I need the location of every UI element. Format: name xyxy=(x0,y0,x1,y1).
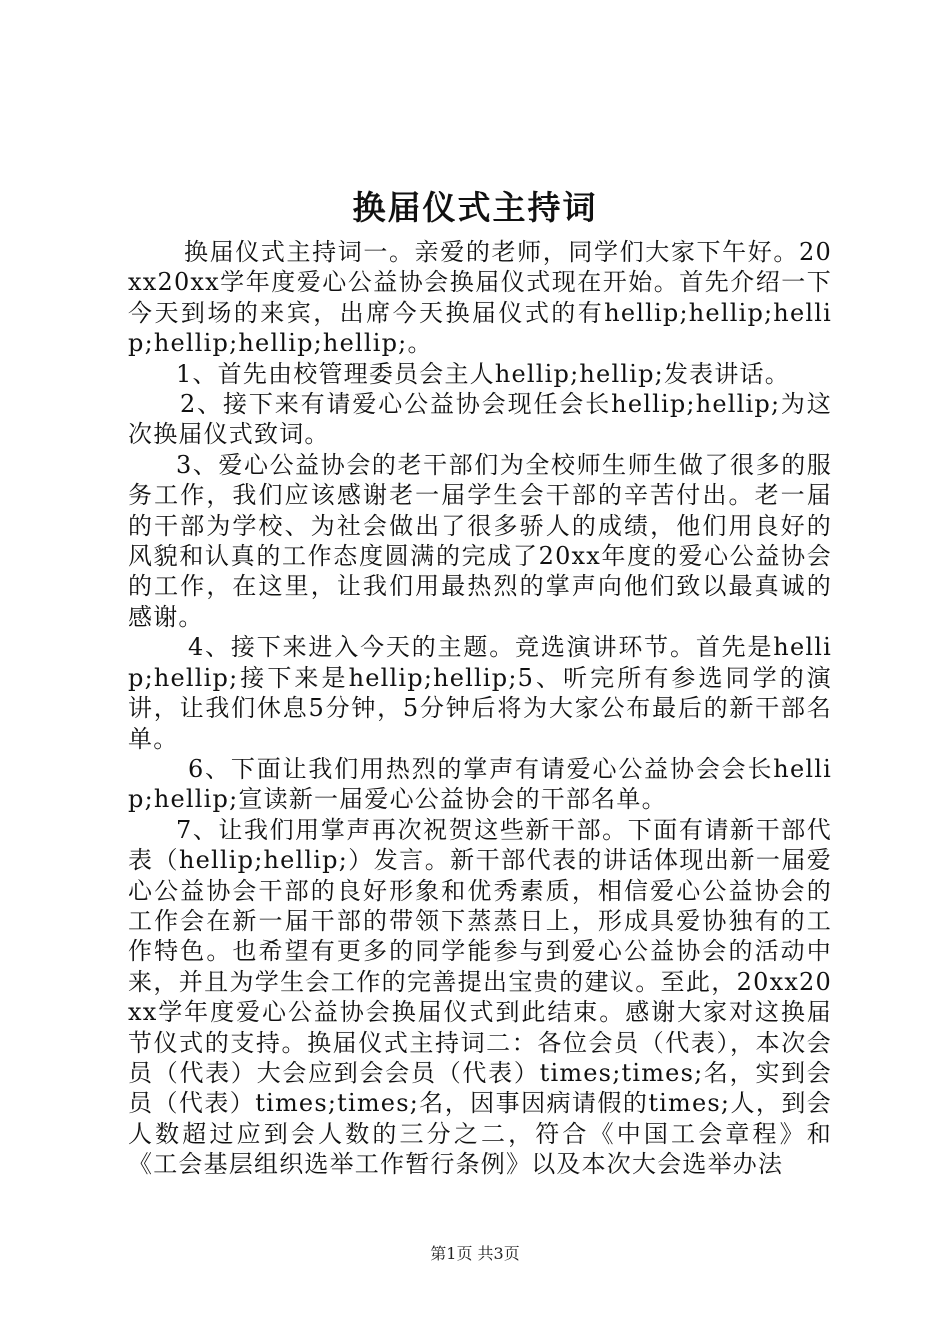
paragraph-5: 4、接下来进入今天的主题。竞选演讲环节。首先是hellip;hellip;接下来是hellip;hellip;5、听完所有参选同学的演讲，让我们休息5分钟，5分钟后将为大家公布最后的新干部名单。 xyxy=(128,633,832,753)
paragraph-6: 6、下面让我们用热烈的掌声有请爱心公益协会会长hellip;hellip;宣读新一届爱心公益协会的干部名单。 xyxy=(128,754,832,814)
page-footer: 第1页 共3页 xyxy=(430,1244,520,1263)
document-body xyxy=(128,237,832,1180)
paragraph-7: 7、让我们用掌声再次祝贺这些新干部。下面有请新干部代表（hellip;hellip;）发言。新干部代表的讲话体现出新一届爱心公益协会干部的良好形象和优秀素质，相信爱心公益协会的工作会在新一届干部的带领下蒸蒸日上，形成具爱协独有的工作特色。也希望有更多的同学能参与到爱心公益协会的活动中来，并且为学生会工作的完善提出宝贵的建议。至此，20xx20xx学年度爱心公益协会换届仪式到此结束。感谢大家对这换届节仪式的支持。换届仪式主持词二：各位会员（代表），本次会员（代表）大会应到会会员（代表）times;times;名，实到会员（代表）times;times;名，因事因病请假的times;人，到会人数超过应到会人数的三分之二，符合《中国工会章程》和《工会基层组织选举工作暂行条例》以及本次大会选举办法 xyxy=(128,815,832,1179)
document-title: 换届仪式主持词 xyxy=(352,188,598,227)
paragraph-3: 2、接下来有请爱心公益协会现任会长hellip;hellip;为这次换届仪式致词。 xyxy=(128,390,832,449)
paragraph-4: 3、爱心公益协会的老干部们为全校师生师生做了很多的服务工作，我们应该感谢老一届学生会干部的辛苦付出。老一届的干部为学校、为社会做出了很多骄人的成绩，他们用良好的风貌和认真的工作态度圆满的完成了20xx年度的爱心公益协会的工作，在这里，让我们用最热烈的掌声向他们致以最真诚的感谢。 xyxy=(128,450,832,631)
paragraph-2: 1、首先由校管理委员会主人hellip;hellip;发表讲话。 xyxy=(176,359,790,388)
paragraph-1: 换届仪式主持词一。亲爱的老师，同学们大家下午好。20xx20xx学年度爱心公益协会换届仪式现在开始。首先介绍一下今天到场的来宾，出席今天换届仪式的有hellip;hellip;hellip;hellip;hellip;hellip;。 xyxy=(128,238,832,358)
